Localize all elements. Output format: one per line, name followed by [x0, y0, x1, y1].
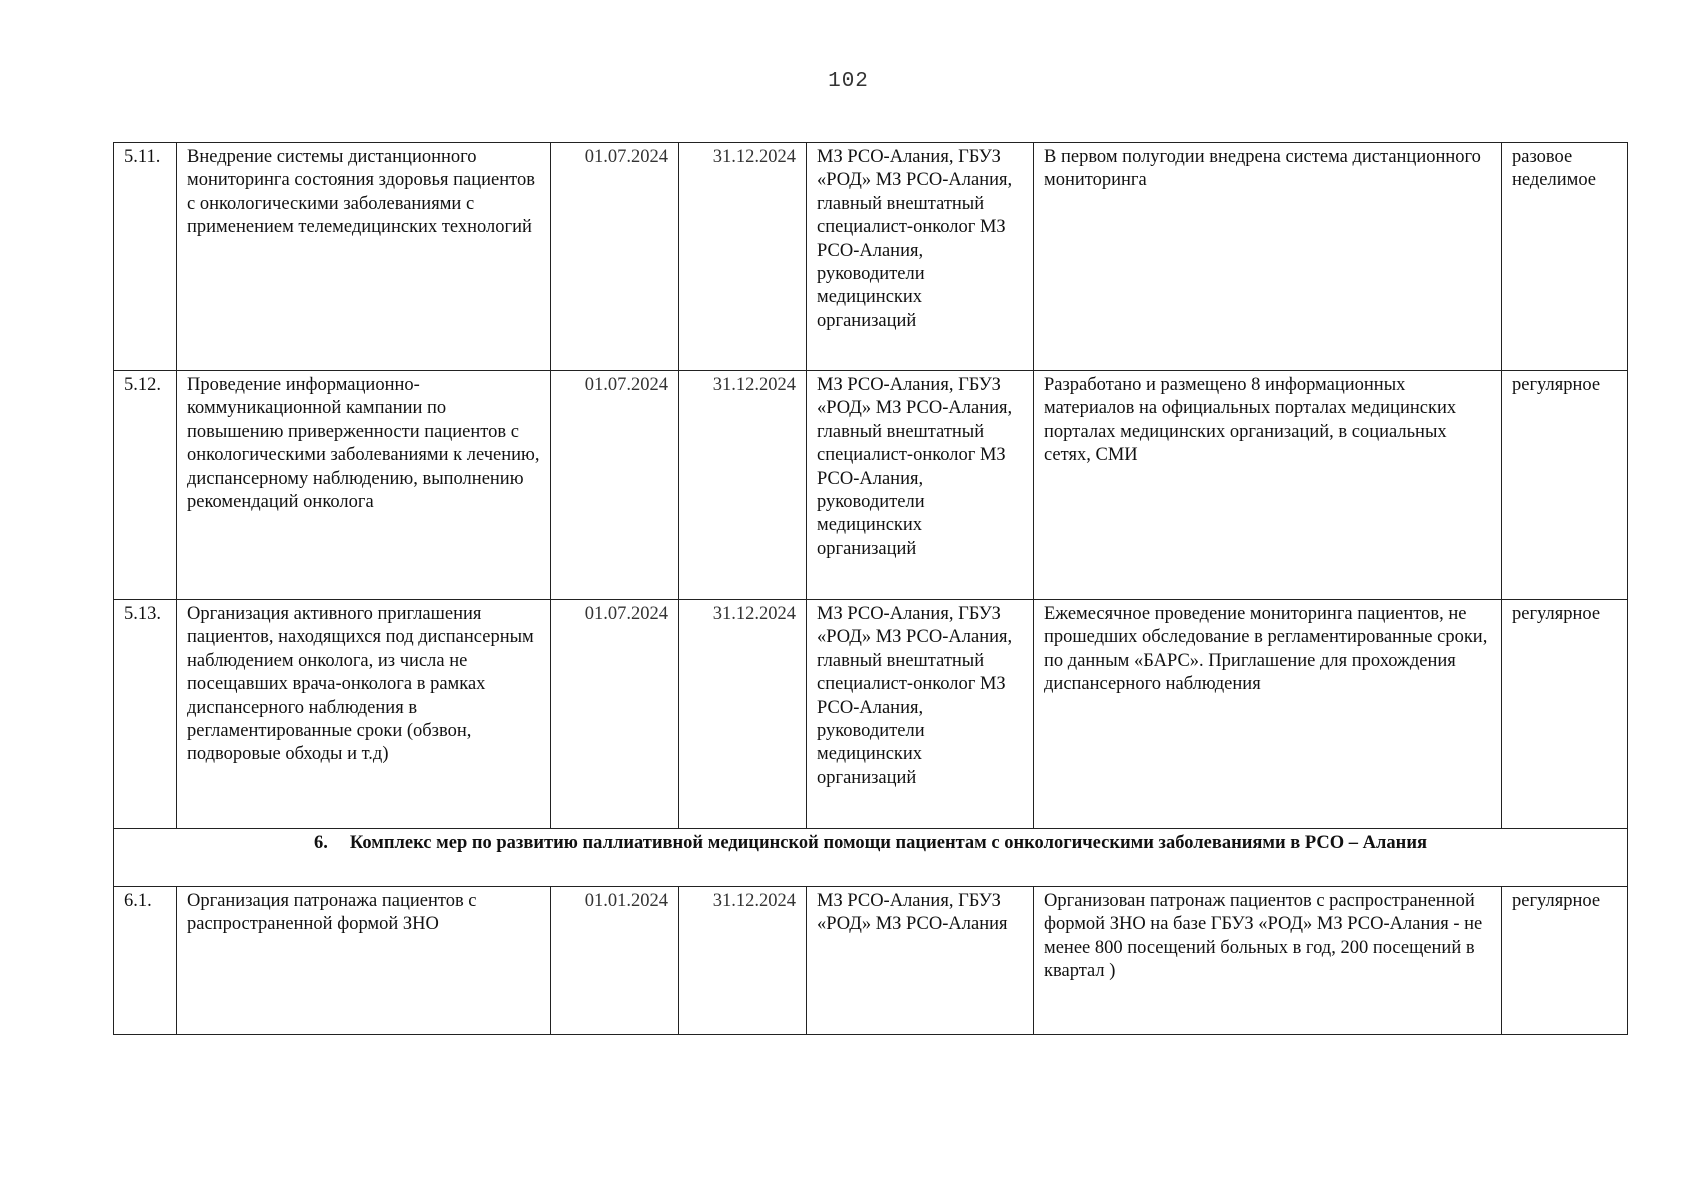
expected-result: Разработано и размещено 8 информационных материалов на официальных порталах медицинских порталах медицинских организаций, в социальных сетях, СМИ	[1034, 371, 1502, 600]
measure-type: регулярное	[1502, 887, 1628, 1035]
expected-result: В первом полугодии внедрена система дистанционного мониторинга	[1034, 143, 1502, 371]
start-date: 01.07.2024	[551, 143, 679, 371]
table-row	[114, 371, 1628, 600]
table-row	[114, 887, 1628, 1035]
measure-name: Организация патронажа пациентов с распространенной формой ЗНО	[177, 887, 551, 1035]
row-number: 6.1.	[114, 887, 177, 1035]
table-row	[114, 143, 1628, 371]
section-header	[114, 829, 1628, 887]
measures-table	[113, 142, 1628, 1035]
measure-type: разовое неделимое	[1502, 143, 1628, 371]
start-date: 01.07.2024	[551, 371, 679, 600]
responsible-executors: МЗ РСО-Алания, ГБУЗ «РОД» МЗ РСО-Алания	[807, 887, 1034, 1035]
expected-result: Ежемесячное проведение мониторинга пациентов, не прошедших обследование в регламентированные сроки, по данным «БАРС». Приглашение для прохождения диспансерного наблюдения	[1034, 600, 1502, 829]
responsible-executors: МЗ РСО-Алания, ГБУЗ «РОД» МЗ РСО-Алания, главный внештатный специалист-онколог МЗ РСО-Алания, руководители медицинских организаций	[807, 143, 1034, 371]
table-row	[114, 600, 1628, 829]
section-title: Комплекс мер по развитию паллиативной медицинской помощи пациентам с онкологическими заболеваниями в РСО – Алания	[349, 833, 1427, 853]
row-number: 5.13.	[114, 600, 177, 829]
responsible-executors: МЗ РСО-Алания, ГБУЗ «РОД» МЗ РСО-Алания, главный внештатный специалист-онколог МЗ РСО-Алания, руководители медицинских организаций	[807, 371, 1034, 600]
end-date: 31.12.2024	[679, 371, 807, 600]
start-date: 01.01.2024	[551, 887, 679, 1035]
measure-name: Внедрение системы дистанционного мониторинга состояния здоровья пациентов с онкологическими заболеваниями с применением телемедицинских технологий	[177, 143, 551, 371]
row-number: 5.12.	[114, 371, 177, 600]
measure-type: регулярное	[1502, 600, 1628, 829]
end-date: 31.12.2024	[679, 600, 807, 829]
row-number: 5.11.	[114, 143, 177, 371]
measure-name: Проведение информационно-коммуникационной кампании по повышению приверженности пациентов с онкологическими заболеваниями к лечению, диспансерному наблюдению, выполнению рекомендаций онколога	[177, 371, 551, 600]
responsible-executors: МЗ РСО-Алания, ГБУЗ «РОД» МЗ РСО-Алания, главный внештатный специалист-онколог МЗ РСО-Алания, руководители медицинских организаций	[807, 600, 1034, 829]
section-header-row	[114, 829, 1628, 887]
page-number: 102	[828, 70, 869, 93]
end-date: 31.12.2024	[679, 887, 807, 1035]
start-date: 01.07.2024	[551, 600, 679, 829]
measure-type: регулярное	[1502, 371, 1628, 600]
end-date: 31.12.2024	[679, 143, 807, 371]
section-number: 6.	[313, 833, 328, 853]
expected-result: Организован патронаж пациентов с распространенной формой ЗНО на базе ГБУЗ «РОД» МЗ РСО-Алания - не менее 800 посещений больных в год, 200 посещений в квартал )	[1034, 887, 1502, 1035]
measure-name: Организация активного приглашения пациентов, находящихся под диспансерным наблюдением онколога, из числа не посещавших врача-онколога в рамках диспансерного наблюдения в регламентированные сроки (обзвон, подворовые обходы и т.д)	[177, 600, 551, 829]
